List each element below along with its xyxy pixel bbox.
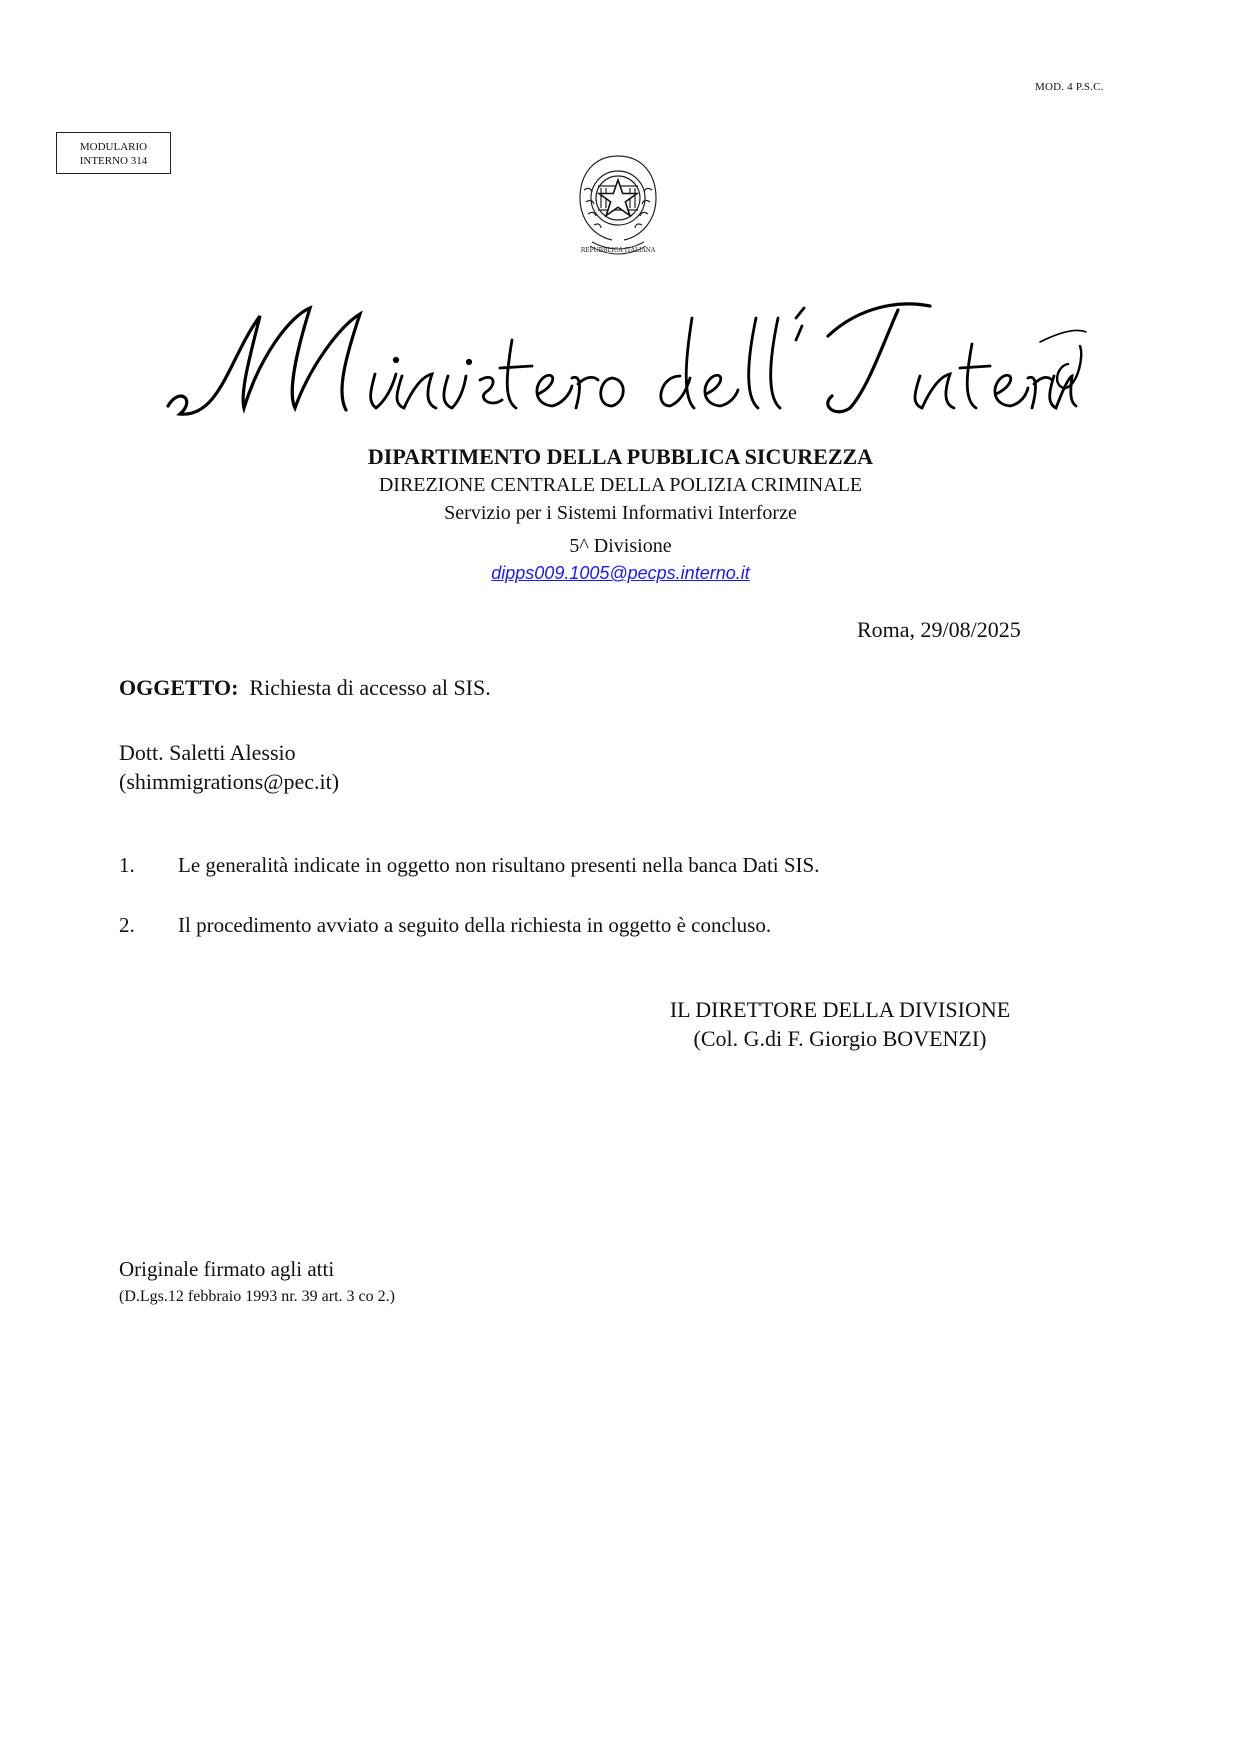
recipient-email: (shimmigrations@pec.it) [119,769,340,794]
form-model-code: MOD. 4 P.S.C. [1035,81,1104,93]
recipient-name: Dott. Saletti Alessio [119,740,296,765]
list-item-text: Le generalità indicate in oggetto non risultano presenti nella banca Dati SIS. [178,853,820,877]
subject-text: Richiesta di accesso al SIS. [249,675,491,700]
department-name: DIPARTIMENTO DELLA PUBBLICA SICUREZZA [367,444,874,469]
department-heading [0,443,1241,586]
list-item-number: 1. [119,853,135,877]
law-reference: (D.Lgs.12 febbraio 1993 nr. 39 art. 3 co 2.) [119,1288,395,1305]
signatory-name: (Col. G.di F. Giorgio BOVENZI) [693,1026,987,1051]
ministry-calligraphic-logo [160,296,1090,426]
modulario-number: INTERNO 314 [79,155,148,167]
signatory-title: IL DIRETTORE DELLA DIVISIONE [669,997,1011,1022]
subject-label: OGGETTO: [119,675,239,700]
directorate-name: DIREZIONE CENTRALE DELLA POLIZIA CRIMINALE [378,474,863,496]
signature-block [645,995,1035,1053]
list-item-number: 2. [119,913,135,937]
list-item [119,913,771,938]
list-item-text: Il procedimento avviato a seguito della richiesta in oggetto è concluso. [178,913,772,937]
recipient-block [119,738,339,796]
department-email-link[interactable]: dipps009.1005@pecps.interno.it [491,563,750,583]
italian-republic-emblem-icon [568,150,668,262]
division-name: 5^ Divisione [569,535,672,557]
service-name: Servizio per i Sistemi Informativi Interforze [444,502,797,524]
letter-subject [119,675,491,701]
original-signed-note: Originale firmato agli atti [119,1257,335,1281]
letter-date: Roma, 29/08/2025 [857,617,1021,642]
emblem-ribbon-text: REPUBBLICA ITALIANA [580,247,656,254]
modulario-label: MODULARIO [79,141,148,153]
modulario-box [56,132,171,174]
list-item [119,853,819,878]
